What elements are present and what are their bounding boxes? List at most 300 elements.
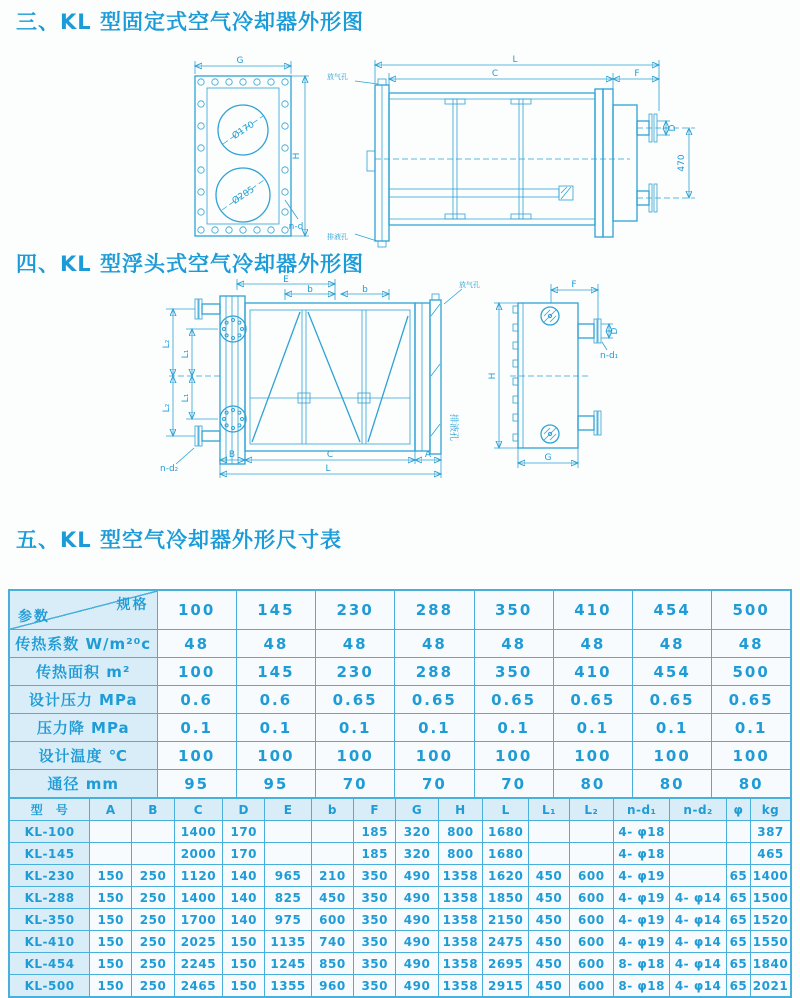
spec-col-header: 100 bbox=[157, 590, 236, 630]
dim-label-b: B bbox=[228, 450, 236, 460]
spec-col-header: 410 bbox=[553, 590, 632, 630]
dim-value-cell: 1840 bbox=[751, 953, 792, 975]
dim-value-cell: 1358 bbox=[438, 909, 482, 931]
spec-col-header: 454 bbox=[633, 590, 712, 630]
dim-header-cell: φ bbox=[726, 798, 750, 821]
dim-l bbox=[375, 55, 659, 111]
dim-label-470: 470 bbox=[677, 154, 687, 172]
dim-header-cell: 型 号 bbox=[9, 798, 90, 821]
spec-col-header: 145 bbox=[236, 590, 315, 630]
dim-value-cell: 450 bbox=[529, 931, 569, 953]
dim-value-cell: 4- φ19 bbox=[613, 931, 669, 953]
dim-header-cell: E bbox=[265, 798, 311, 821]
spec-value-cell: 0.1 bbox=[553, 714, 632, 742]
dim-value-cell: 4- φ14 bbox=[670, 975, 726, 998]
truss-frame bbox=[245, 303, 415, 451]
dim-label-h: H bbox=[292, 152, 302, 160]
spec-value-cell: 70 bbox=[395, 770, 474, 799]
spec-row-label: 压力降 MPa bbox=[9, 714, 157, 742]
nozzle-openings bbox=[216, 105, 270, 222]
spec-value-cell: 0.65 bbox=[474, 686, 553, 714]
floating-cooler-side-view-drawing bbox=[148, 276, 483, 486]
dim-value-cell: 600 bbox=[569, 887, 613, 909]
spec-value-cell: 48 bbox=[157, 630, 236, 658]
dim-header-cell: L bbox=[483, 798, 529, 821]
spec-value-cell: 48 bbox=[474, 630, 553, 658]
dim-value-cell: 4- φ19 bbox=[613, 865, 669, 887]
dim-model-cell: KL-288 bbox=[9, 887, 90, 909]
bolt-hole-note bbox=[600, 342, 619, 361]
spec-value-cell: 0.65 bbox=[316, 686, 395, 714]
dim-value-cell bbox=[569, 821, 613, 843]
spec-table-row bbox=[9, 686, 791, 714]
dim-value-cell bbox=[569, 843, 613, 865]
spec-value-cell: 80 bbox=[553, 770, 632, 799]
spec-value-cell: 0.65 bbox=[553, 686, 632, 714]
dim-table-row bbox=[9, 887, 791, 909]
dim-header-row bbox=[9, 798, 791, 821]
spec-value-cell: 0.6 bbox=[157, 686, 236, 714]
corner-label-spec: 规格 bbox=[116, 597, 149, 613]
dim-g bbox=[195, 56, 291, 74]
dim-value-cell: 4- φ18 bbox=[613, 843, 669, 865]
spec-value-cell: 0.65 bbox=[395, 686, 474, 714]
dim-value-cell: 185 bbox=[354, 821, 396, 843]
dim-value-cell: 150 bbox=[90, 931, 132, 953]
dim-value-cell: 150 bbox=[223, 953, 265, 975]
spec-header-row bbox=[9, 590, 791, 630]
dim-label-nd: n-d bbox=[288, 222, 304, 232]
dim-value-cell: 250 bbox=[132, 865, 174, 887]
dim-h bbox=[488, 303, 518, 448]
dim-value-cell: 250 bbox=[132, 975, 174, 998]
dim-label-f: F bbox=[634, 69, 640, 79]
spec-value-cell: 100 bbox=[157, 742, 236, 770]
dim-value-cell bbox=[265, 843, 311, 865]
spec-value-cell: 288 bbox=[395, 658, 474, 686]
dim-table-row bbox=[9, 865, 791, 887]
spec-value-cell: 48 bbox=[712, 630, 791, 658]
dim-label-c: C bbox=[491, 69, 499, 79]
dim-value-cell: 150 bbox=[223, 975, 265, 998]
dim-value-cell: 387 bbox=[751, 821, 792, 843]
dim-table-row bbox=[9, 821, 791, 843]
dim-value-cell: 1358 bbox=[438, 953, 482, 975]
dim-label-l1-top: L₁ bbox=[181, 349, 191, 359]
dim-value-cell bbox=[311, 843, 353, 865]
dim-value-cell: 350 bbox=[354, 865, 396, 887]
spec-corner-cell bbox=[9, 590, 157, 630]
spec-value-cell: 230 bbox=[316, 658, 395, 686]
dim-header-cell: A bbox=[90, 798, 132, 821]
dim-value-cell: 320 bbox=[396, 821, 438, 843]
spec-row-label: 设计温度 ℃ bbox=[9, 742, 157, 770]
dim-value-cell: 1135 bbox=[265, 931, 311, 953]
dim-header-cell: H bbox=[438, 798, 482, 821]
dim-label-f: F bbox=[571, 280, 577, 290]
dim-label-g: G bbox=[544, 453, 552, 463]
spec-col-header: 500 bbox=[712, 590, 791, 630]
dim-value-cell: 4- φ14 bbox=[670, 953, 726, 975]
dim-value-cell: 140 bbox=[223, 865, 265, 887]
spec-value-cell: 350 bbox=[474, 658, 553, 686]
dim-value-cell: 1358 bbox=[438, 931, 482, 953]
dim-value-cell: 1520 bbox=[751, 909, 792, 931]
dim-value-cell: 1850 bbox=[483, 887, 529, 909]
spec-value-cell: 0.1 bbox=[316, 714, 395, 742]
dim-value-cell: 600 bbox=[569, 975, 613, 998]
dim-label-l1-bottom: L₁ bbox=[181, 393, 191, 403]
dim-label-l2-bottom: L₂ bbox=[162, 403, 172, 413]
dim-label-d205: Ø205 bbox=[230, 185, 257, 207]
dim-header-cell: L₁ bbox=[529, 798, 569, 821]
dim-value-cell: 2000 bbox=[174, 843, 222, 865]
dim-value-cell: 1355 bbox=[265, 975, 311, 998]
dim-h bbox=[288, 76, 309, 236]
dim-label-l: L bbox=[325, 464, 331, 474]
dim-table-row bbox=[9, 975, 791, 998]
dim-l1-l2 bbox=[162, 309, 220, 436]
dim-value-cell: 350 bbox=[354, 909, 396, 931]
dim-value-cell: 65 bbox=[726, 865, 750, 887]
dim-header-cell: L₂ bbox=[569, 798, 613, 821]
spec-value-cell: 48 bbox=[633, 630, 712, 658]
spec-table-row bbox=[9, 630, 791, 658]
spec-value-cell: 48 bbox=[395, 630, 474, 658]
dim-value-cell: 150 bbox=[223, 931, 265, 953]
dim-value-cell: 150 bbox=[90, 909, 132, 931]
dim-value-cell: 140 bbox=[223, 909, 265, 931]
dim-value-cell: 250 bbox=[132, 953, 174, 975]
spec-value-cell: 0.1 bbox=[395, 714, 474, 742]
fixed-cooler-end-view-drawing bbox=[168, 56, 318, 251]
drain-hole-callout bbox=[327, 232, 377, 241]
spec-value-cell: 0.65 bbox=[633, 686, 712, 714]
spec-value-cell: 100 bbox=[157, 658, 236, 686]
dim-value-cell: 140 bbox=[223, 887, 265, 909]
spec-value-cell: 48 bbox=[236, 630, 315, 658]
dim-value-cell: 1120 bbox=[174, 865, 222, 887]
spec-row-label: 传热面积 m² bbox=[9, 658, 157, 686]
dim-value-cell: 65 bbox=[726, 887, 750, 909]
dim-d bbox=[601, 324, 620, 338]
spec-value-cell: 80 bbox=[712, 770, 791, 799]
spec-value-cell: 410 bbox=[553, 658, 632, 686]
dim-label-e: E bbox=[283, 275, 289, 285]
dim-value-cell: 2025 bbox=[174, 931, 222, 953]
dim-value-cell: 4- φ14 bbox=[670, 887, 726, 909]
dim-value-cell: 1680 bbox=[483, 821, 529, 843]
dim-e-b bbox=[237, 275, 389, 300]
spec-col-header: 230 bbox=[316, 590, 395, 630]
spec-value-cell: 100 bbox=[633, 742, 712, 770]
dim-header-cell: C bbox=[174, 798, 222, 821]
dim-value-cell: 1700 bbox=[174, 909, 222, 931]
vent-hole-callout bbox=[327, 72, 378, 84]
dim-table-body bbox=[9, 821, 791, 998]
dim-value-cell bbox=[132, 821, 174, 843]
dim-value-cell: 800 bbox=[438, 821, 482, 843]
dim-header-cell: kg bbox=[751, 798, 792, 821]
drain-label: 排液孔 bbox=[327, 233, 348, 241]
dim-value-cell: 850 bbox=[311, 953, 353, 975]
dim-value-cell bbox=[311, 821, 353, 843]
dim-value-cell bbox=[90, 821, 132, 843]
dim-value-cell: 600 bbox=[569, 953, 613, 975]
dim-value-cell: 350 bbox=[354, 887, 396, 909]
dim-value-cell: 350 bbox=[354, 931, 396, 953]
spec-value-cell: 70 bbox=[474, 770, 553, 799]
dim-value-cell: 8- φ18 bbox=[613, 953, 669, 975]
dim-value-cell bbox=[670, 821, 726, 843]
dim-value-cell: 465 bbox=[751, 843, 792, 865]
spec-value-cell: 0.1 bbox=[236, 714, 315, 742]
dim-value-cell: 250 bbox=[132, 931, 174, 953]
dim-value-cell bbox=[726, 821, 750, 843]
dim-value-cell: 4- φ14 bbox=[670, 909, 726, 931]
dim-value-cell: 960 bbox=[311, 975, 353, 998]
dim-b-c-a-l bbox=[220, 450, 441, 478]
spec-value-cell: 95 bbox=[236, 770, 315, 799]
spec-value-cell: 454 bbox=[633, 658, 712, 686]
dim-value-cell: 450 bbox=[529, 865, 569, 887]
dimension-table bbox=[8, 797, 792, 998]
spec-value-cell: 0.6 bbox=[236, 686, 315, 714]
spec-value-cell: 95 bbox=[157, 770, 236, 799]
dim-value-cell: 250 bbox=[132, 909, 174, 931]
spec-value-cell: 0.1 bbox=[633, 714, 712, 742]
spec-table-row bbox=[9, 770, 791, 799]
dim-value-cell: 1620 bbox=[483, 865, 529, 887]
dim-value-cell: 170 bbox=[223, 821, 265, 843]
dim-g bbox=[518, 448, 578, 468]
dim-value-cell bbox=[670, 843, 726, 865]
flange-plate bbox=[195, 76, 291, 236]
dim-table-row bbox=[9, 909, 791, 931]
spec-value-cell: 100 bbox=[712, 742, 791, 770]
dim-value-cell: 150 bbox=[90, 975, 132, 998]
spec-value-cell: 70 bbox=[316, 770, 395, 799]
spec-table-head bbox=[9, 590, 791, 630]
dim-label-d: D bbox=[610, 327, 620, 335]
vent-label: 放气孔 bbox=[327, 73, 348, 81]
dim-value-cell bbox=[132, 843, 174, 865]
dim-value-cell: 600 bbox=[569, 931, 613, 953]
dim-value-cell: 1245 bbox=[265, 953, 311, 975]
dim-label-l: L bbox=[512, 55, 518, 65]
dim-label-l2-top: L₂ bbox=[162, 339, 172, 349]
dim-label-b2: b bbox=[362, 285, 368, 295]
dim-value-cell: 975 bbox=[265, 909, 311, 931]
dim-value-cell: 450 bbox=[529, 909, 569, 931]
dim-value-cell: 8- φ18 bbox=[613, 975, 669, 998]
right-end-cap bbox=[415, 294, 460, 454]
dim-header-cell: b bbox=[311, 798, 353, 821]
dim-table-head bbox=[9, 798, 791, 821]
dim-value-cell: 1400 bbox=[174, 821, 222, 843]
dim-label-nd2: n-d₂ bbox=[160, 464, 179, 474]
dim-value-cell bbox=[529, 821, 569, 843]
dim-header-cell: F bbox=[354, 798, 396, 821]
vent-label: 放气孔 bbox=[459, 281, 480, 289]
dim-model-cell: KL-500 bbox=[9, 975, 90, 998]
dim-value-cell: 65 bbox=[726, 931, 750, 953]
dim-label-d170: Ø170 bbox=[230, 120, 257, 142]
dim-header-cell: n-d₂ bbox=[670, 798, 726, 821]
dim-value-cell: 2915 bbox=[483, 975, 529, 998]
dim-value-cell: 170 bbox=[223, 843, 265, 865]
spec-value-cell: 0.1 bbox=[474, 714, 553, 742]
dim-table-row bbox=[9, 931, 791, 953]
spec-table-row bbox=[9, 658, 791, 686]
spec-value-cell: 100 bbox=[395, 742, 474, 770]
cooler-body bbox=[367, 79, 637, 247]
dim-value-cell: 65 bbox=[726, 975, 750, 998]
dim-model-cell: KL-350 bbox=[9, 909, 90, 931]
section4-title: 四、KL 型浮头式空气冷却器外形图 bbox=[16, 252, 364, 276]
outlet-nozzles bbox=[637, 114, 657, 212]
dim-value-cell: 1358 bbox=[438, 887, 482, 909]
vent-hole-callout bbox=[444, 280, 480, 304]
dim-value-cell: 4- φ19 bbox=[613, 909, 669, 931]
dim-value-cell: 600 bbox=[569, 909, 613, 931]
dim-value-cell: 490 bbox=[396, 975, 438, 998]
spec-table-body bbox=[9, 630, 791, 799]
dim-value-cell: 4- φ18 bbox=[613, 821, 669, 843]
dim-value-cell bbox=[726, 843, 750, 865]
dim-value-cell: 210 bbox=[311, 865, 353, 887]
spec-value-cell: 48 bbox=[316, 630, 395, 658]
dim-header-cell: D bbox=[223, 798, 265, 821]
dim-value-cell: 490 bbox=[396, 865, 438, 887]
outlet-nozzles bbox=[578, 319, 601, 435]
drain-label: 排液孔 bbox=[448, 414, 458, 442]
dim-value-cell: 2245 bbox=[174, 953, 222, 975]
spec-value-cell: 0.1 bbox=[712, 714, 791, 742]
spec-table bbox=[8, 589, 792, 799]
dim-header-cell: G bbox=[396, 798, 438, 821]
spec-row-label: 通径 mm bbox=[9, 770, 157, 799]
dim-value-cell bbox=[265, 821, 311, 843]
spec-row-label: 传热系数 W/m²⁰c bbox=[9, 630, 157, 658]
spec-value-cell: 48 bbox=[553, 630, 632, 658]
dim-value-cell bbox=[670, 865, 726, 887]
spec-value-cell: 145 bbox=[236, 658, 315, 686]
dim-model-cell: KL-145 bbox=[9, 843, 90, 865]
dim-value-cell: 1500 bbox=[751, 887, 792, 909]
dim-value-cell: 490 bbox=[396, 887, 438, 909]
dim-label-b1: b bbox=[307, 285, 313, 295]
inlet-nozzles bbox=[195, 299, 220, 446]
dim-value-cell: 65 bbox=[726, 953, 750, 975]
dim-label-a: A bbox=[424, 450, 432, 460]
dim-label-nd1: n-d₁ bbox=[600, 351, 619, 361]
dim-value-cell: 490 bbox=[396, 953, 438, 975]
spec-value-cell: 100 bbox=[553, 742, 632, 770]
dim-value-cell: 65 bbox=[726, 909, 750, 931]
dim-label-g: G bbox=[236, 56, 244, 66]
dim-value-cell: 450 bbox=[311, 887, 353, 909]
dim-value-cell: 740 bbox=[311, 931, 353, 953]
dim-value-cell: 1358 bbox=[438, 975, 482, 998]
spec-value-cell: 80 bbox=[633, 770, 712, 799]
dim-table-row bbox=[9, 843, 791, 865]
dim-label-c: C bbox=[326, 450, 334, 460]
dim-value-cell: 800 bbox=[438, 843, 482, 865]
dim-label-d: D bbox=[668, 124, 678, 132]
corner-label-param: 参数 bbox=[18, 609, 50, 625]
dim-value-cell: 4- φ19 bbox=[613, 887, 669, 909]
spec-value-cell: 100 bbox=[316, 742, 395, 770]
dim-value-cell: 2021 bbox=[751, 975, 792, 998]
spec-value-cell: 100 bbox=[474, 742, 553, 770]
spec-value-cell: 0.1 bbox=[157, 714, 236, 742]
dim-value-cell: 150 bbox=[90, 953, 132, 975]
dim-value-cell: 600 bbox=[569, 865, 613, 887]
dim-value-cell: 490 bbox=[396, 909, 438, 931]
dim-value-cell: 150 bbox=[90, 887, 132, 909]
dim-value-cell: 2150 bbox=[483, 909, 529, 931]
dim-value-cell: 150 bbox=[90, 865, 132, 887]
dim-value-cell: 185 bbox=[354, 843, 396, 865]
spec-value-cell: 500 bbox=[712, 658, 791, 686]
dim-value-cell bbox=[90, 843, 132, 865]
dim-value-cell: 1550 bbox=[751, 931, 792, 953]
fixed-cooler-side-view-drawing bbox=[325, 53, 720, 253]
dim-value-cell: 600 bbox=[311, 909, 353, 931]
dim-model-cell: KL-454 bbox=[9, 953, 90, 975]
spec-value-cell: 0.65 bbox=[712, 686, 791, 714]
section5-title: 五、KL 型空气冷却器外形尺寸表 bbox=[16, 528, 342, 552]
bolt-hole-note bbox=[285, 200, 303, 232]
dim-value-cell: 450 bbox=[529, 953, 569, 975]
dim-value-cell: 1400 bbox=[174, 887, 222, 909]
dim-value-cell: 250 bbox=[132, 887, 174, 909]
dim-header-cell: B bbox=[132, 798, 174, 821]
spec-col-header: 350 bbox=[474, 590, 553, 630]
dim-value-cell: 4- φ14 bbox=[670, 931, 726, 953]
dim-value-cell bbox=[529, 843, 569, 865]
dim-header-cell: n-d₁ bbox=[613, 798, 669, 821]
dim-table-row bbox=[9, 953, 791, 975]
dim-470 bbox=[637, 128, 695, 198]
dim-model-cell: KL-100 bbox=[9, 821, 90, 843]
section3-title: 三、KL 型固定式空气冷却器外形图 bbox=[16, 10, 364, 34]
spec-row-label: 设计压力 MPa bbox=[9, 686, 157, 714]
dim-value-cell: 490 bbox=[396, 931, 438, 953]
dim-value-cell: 2475 bbox=[483, 931, 529, 953]
dim-c-f bbox=[389, 69, 659, 101]
bolt-hole-note bbox=[160, 448, 194, 474]
dim-label-h: H bbox=[488, 372, 498, 380]
spec-col-header: 288 bbox=[395, 590, 474, 630]
dim-value-cell: 825 bbox=[265, 887, 311, 909]
dim-value-cell: 350 bbox=[354, 953, 396, 975]
dim-value-cell: 965 bbox=[265, 865, 311, 887]
tube-sheet-band bbox=[220, 296, 246, 464]
cooler-body bbox=[510, 303, 588, 448]
dim-value-cell: 1358 bbox=[438, 865, 482, 887]
dim-model-cell: KL-410 bbox=[9, 931, 90, 953]
spec-value-cell: 100 bbox=[236, 742, 315, 770]
dim-model-cell: KL-230 bbox=[9, 865, 90, 887]
floating-cooler-end-view-drawing bbox=[478, 276, 683, 486]
dim-value-cell: 1680 bbox=[483, 843, 529, 865]
dim-value-cell: 2465 bbox=[174, 975, 222, 998]
spec-table-row bbox=[9, 742, 791, 770]
dim-value-cell: 320 bbox=[396, 843, 438, 865]
dim-value-cell: 450 bbox=[529, 975, 569, 998]
